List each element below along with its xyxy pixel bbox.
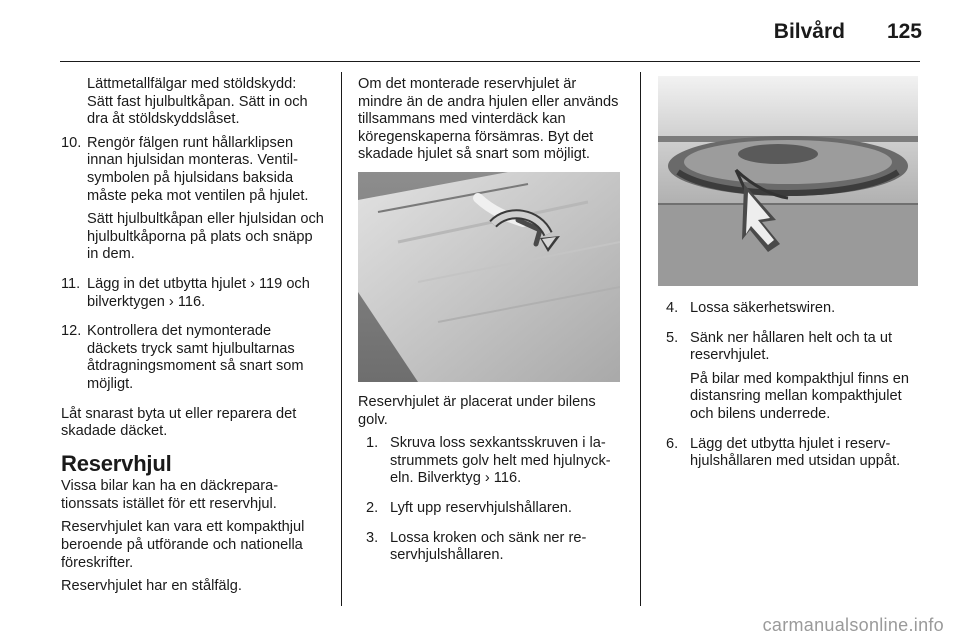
section-title: Bilvård [773, 20, 845, 43]
paragraph: Reservhjulet är placerat under bilens golv. [358, 393, 596, 428]
list-number: 10. [61, 134, 82, 151]
list-number: 1. [366, 435, 379, 452]
list-text: Lossa kroken och sänk ner reservhjulshållaren. [390, 529, 587, 564]
paragraph: Vissa bilar kan ha en däckreparationssats istället för ett reservhjul. [61, 478, 279, 512]
list-number: 3. [366, 529, 379, 546]
list-number: 5. [666, 329, 679, 346]
column-1 [61, 76, 325, 602]
watermark: carmanualsonline.info [762, 615, 944, 635]
list-item [358, 500, 624, 524]
list-number: 12. [61, 323, 82, 340]
paragraph: Lättmetallfälgar med stöldskydd: Sätt fast hjulbultkåpan. Sätt in och dra åt stöldskyddslåset. [87, 76, 308, 128]
list-number: 6. [666, 435, 679, 452]
list-subtext: Sätt hjulbultkåpan eller hjulsidan och hjulbultkåporna på plats och snäpp in dem. [87, 211, 324, 263]
list-number: 4. [666, 300, 679, 316]
column-2 [358, 76, 624, 577]
header-divider [60, 61, 920, 62]
list-text: Lyft upp reservhjulshållaren. [390, 499, 572, 516]
list-item [61, 276, 325, 317]
list-text: Kontrollera det nymonterade däckets tryck samt hjulbultarnas åtdragningsmoment så snart som möjligt. [87, 323, 304, 392]
list-item [358, 530, 624, 571]
list-item [658, 436, 923, 477]
list-subtext: På bilar med kompakthjul finns en distansring mellan kompakthjulet och bilens underrede. [690, 370, 910, 422]
illustration-svg [658, 76, 918, 286]
list-item [358, 435, 624, 494]
spare-wheel-illustration [658, 76, 918, 286]
list-text: Lossa säkerhetswiren. [690, 300, 836, 316]
column-divider [341, 72, 342, 606]
list-number: 11. [61, 275, 81, 292]
page-header [0, 0, 960, 62]
column-3 [658, 76, 923, 483]
list-item [61, 135, 325, 270]
list-text: Sänk ner hållaren helt och ta ut reservhjulet. [690, 329, 893, 364]
list-item [61, 323, 325, 399]
column-divider [640, 72, 641, 606]
paragraph: Om det monterade reservhjulet är mindre än de andra hjulen eller används tillsammans med vinterdäck kan köregenskaperna försämras. Byt det skadade hjulet så snart som möjligt. [358, 76, 619, 163]
paragraph: Reservhjulet har en stålfälg. [61, 578, 242, 595]
list-text: Lägg in det utbytta hjulet › 119 och bilverktygen › 116. [87, 275, 310, 310]
paragraph: Låt snarast byta ut eller reparera det skadade däcket. [61, 405, 297, 440]
list-text: Rengör fälgen runt hållarklipsen innan hjulsidan monteras. Ventilsymbolen på hjulsidans baksida måste peka mot ventilen på hjulet. [87, 134, 309, 204]
list-number: 2. [366, 499, 379, 516]
list-text: Skruva loss sexkantsskruven i lastrummets golv helt med hjulnyckeln. Bilverktyg › 116. [390, 435, 611, 487]
list-text: Lägg det utbytta hjulet i reservhjulshållaren med utsidan uppåt. [690, 435, 901, 470]
illustration-svg [358, 172, 620, 382]
list-item [658, 330, 923, 430]
page-number: 125 [886, 20, 922, 43]
section-heading: Reservhjul [61, 450, 172, 476]
cargo-floor-illustration [358, 172, 620, 382]
paragraph: Reservhjulet kan vara ett kompakthjul beroende på utförande och nationella föreskrifter. [61, 519, 305, 571]
list-item [658, 300, 923, 324]
